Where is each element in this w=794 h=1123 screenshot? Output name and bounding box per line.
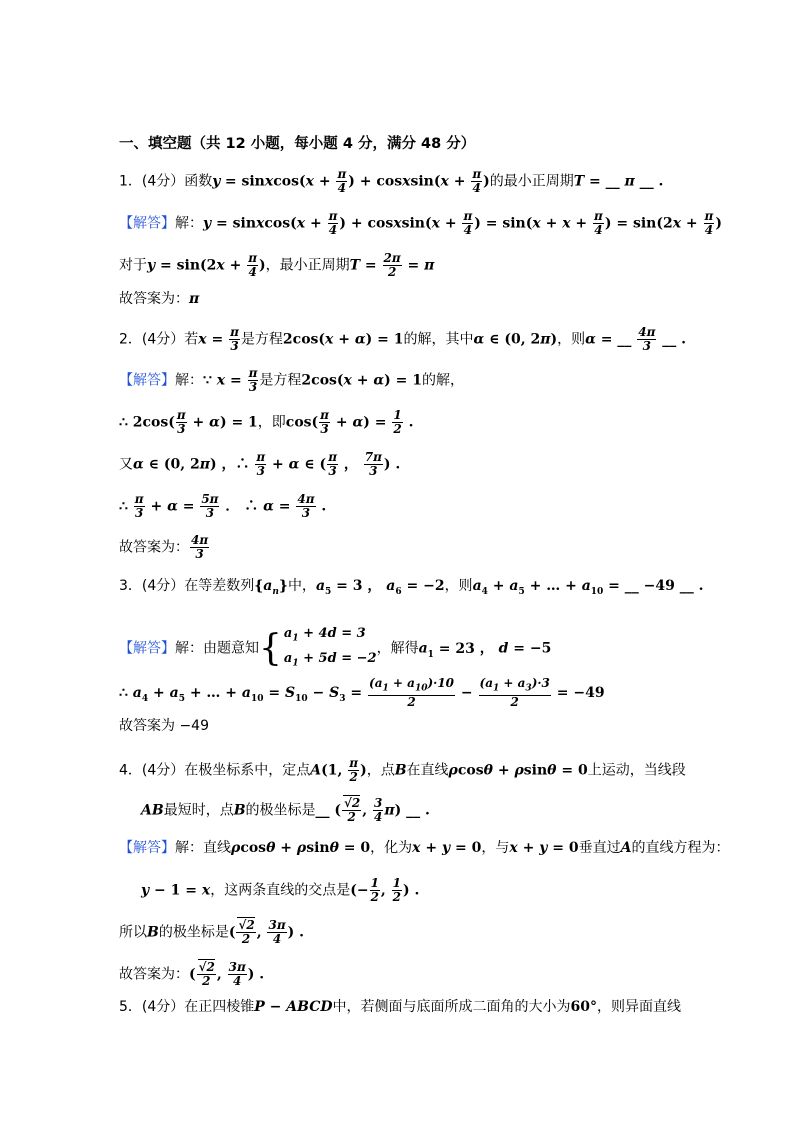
- q3-final-answer: 故答案为 −49: [119, 718, 209, 734]
- q1-blank-answer: π: [624, 173, 635, 190]
- q1-number: 1．(4分）: [119, 173, 185, 190]
- q2-solution-2: ∴ 2cos( $\frac{\pi}{3}$ + α) = 1，即cos( $\frac{\pi}{3}$ + α) = $\frac{1}{2}$ .: [119, 408, 414, 436]
- q4-solution-2: y − 1 = x，这两条直线的交点是(− $\frac{1}{2}$ , $\frac{1}{2}$ ) .: [141, 876, 420, 904]
- q4-question-2: AB最短时，点B的极坐标是__ ( $\frac{√2}{2}$ , $\frac{3}{4}$ π) __ .: [141, 796, 430, 824]
- q1-intro: 函数: [184, 173, 213, 190]
- q1-period-line: 对于y = sin(2x + $\frac{\pi}{4}$ )，最小正周期T = $\frac{2\pi}{2}$ = π: [119, 251, 435, 279]
- q4-question-1: 4．(4分）在极坐标系中，定点A(1, $\frac{\pi}{2}$ )，点B在直线ρcosθ + ρsinθ = 0上运动，当线段: [119, 756, 686, 784]
- answer-tag: 【解答】: [119, 215, 175, 232]
- q1-final-answer: 故答案为：π: [119, 291, 200, 307]
- q4-solution-1: 【解答】解：直线ρcosθ + ρsinθ = 0，化为x + y = 0，与x + y = 0垂直过A的直线方程为：: [119, 840, 730, 856]
- q3-solution-2: ∴ $a_4 + a_5$ + … + $a_{10} = S_{10} - S_3$ = $\frac{(a_1 + a_{10})\cdot 10}{2}$ − $\frac{(a_1 + a_3)\cdot 3}{2}$ = −49: [119, 676, 605, 710]
- q5-question: 5．(4分）在正四棱锥P − ABCD中，若侧面与底面所成二面角的大小为60°，则异面直线: [119, 999, 682, 1015]
- q3-question: 3．(4分）在等差数列$\{a_n\}$中，$a_5 = 3$ ， $a_6 = -2$，则$a_4 + a_5$ + … + $a_{10}$ = __ −49 __ .: [119, 578, 704, 597]
- q4-final-answer: 故答案为：( $\frac{√2}{2}$ , $\frac{3\pi}{4}$ ) .: [119, 960, 265, 988]
- q1-mid: 的最小正周期: [489, 173, 574, 190]
- q2-solution-4: ∴ $\frac{\pi}{3}$ + α = $\frac{5\pi}{3}$ ． ∴ α = $\frac{4\pi}{3}$ .: [119, 492, 327, 520]
- q1-solution: 【解答】解：y = sinxcos(x + $\frac{\pi}{4}$ ) + cosxsin(x + $\frac{\pi}{4}$ ) = sin(x + x + $\frac{\pi}{4}$ ) = sin(2x + $\frac{\pi}{4}$ ): [119, 209, 722, 237]
- q3-solution-1: 【解答】解：由题意知{ $a_1 + 4d = 3$ $a_1 + 5d = -2$ ，解得$a_1 = 23$ ， d = −5: [119, 626, 552, 669]
- q2-solution-3: 又α ∈ (0, 2π) ，∴ $\frac{\pi}{3}$ + α ∈ ( $\frac{\pi}{3}$ ， $\frac{7\pi}{3}$ ) .: [119, 450, 401, 478]
- q2-solution-1: 【解答】解：∵ x = $\frac{\pi}{3}$ 是方程2cos(x + α) = 1的解，: [119, 366, 464, 394]
- q2-question: 2．(4分）若x = $\frac{\pi}{3}$ 是方程2cos(x + α) = 1的解，其中α ∈ (0, 2π)，则α = __ $\frac{4\pi}{3}$ __ .: [119, 325, 687, 353]
- q1-question: 1．(4分）函数y = sinxcos(x + $\frac{\pi}{4}$ ) + cosxsin(x + $\frac{\pi}{4}$ )的最小正周期T = __ π __ .: [119, 167, 664, 195]
- q4-solution-3: 所以B的极坐标是( $\frac{√2}{2}$ , $\frac{3\pi}{4}$ ) .: [119, 918, 304, 946]
- solve-word: 解：: [175, 215, 203, 232]
- q2-final-answer: 故答案为： $\frac{4\pi}{3}$: [119, 533, 209, 561]
- section-header: 一、填空题（共 12 小题，每小题 4 分，满分 48 分）: [119, 136, 476, 152]
